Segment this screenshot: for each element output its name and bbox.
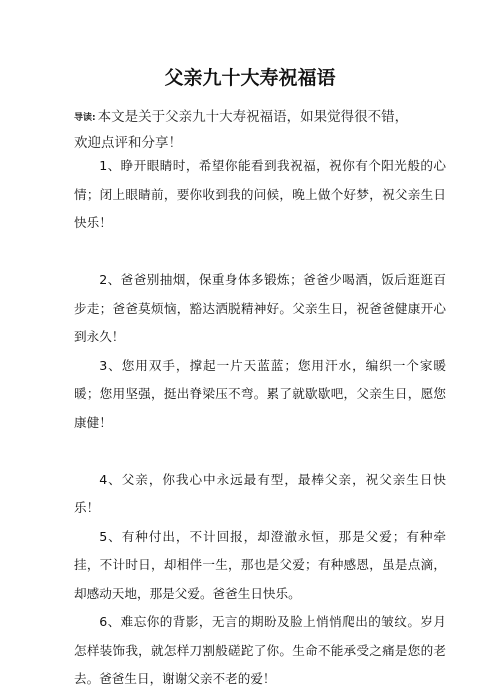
intro-block bbox=[74, 105, 474, 156]
paragraph-spacer bbox=[74, 437, 446, 466]
intro-label: 导读: bbox=[74, 113, 96, 123]
intro-line-1 bbox=[74, 105, 474, 131]
blessing-paragraph-4: 4、父亲，你我心中永远最有型，最棒父亲，祝父亲生日快乐！ bbox=[74, 471, 446, 515]
blessing-paragraph-2: 2、爸爸别抽烟，保重身体多锻炼；爸爸少喝酒，饭后逛逛百步走；爸爸莫烦恼，豁达洒脱精神好。父亲生日，祝爸爸健康开心到永久！ bbox=[74, 272, 446, 344]
intro-text-1: 本文是关于父亲九十大寿祝福语，如果觉得很不错， bbox=[97, 109, 409, 125]
page-title: 父亲九十大寿祝福语 bbox=[164, 67, 336, 89]
blessing-paragraph-5: 5、有种付出，不计回报，却澄澈永恒，那是父爱；有种牵挂，不计时日，却相伴一生，那也是父爱；有种感恩，虽是点滴，却感动天地，那是父爱。爸爸生日快乐。 bbox=[74, 528, 446, 601]
blessing-paragraph-3: 3、您用双手，撑起一片天蓝蓝；您用汗水，编织一个家暖暖；您用坚强，挺出脊梁压不弯。累了就歇歇吧，父亲生日，愿您康健！ bbox=[74, 357, 446, 430]
blessing-paragraph-1: 1、睁开眼睛时，希望你能看到我祝福，祝你有个阳光般的心情；闭上眼睛前，要你收到我的问候，晚上做个好梦，祝父亲生日快乐！ bbox=[74, 158, 446, 230]
blessing-paragraph-6: 6、难忘你的背影，无言的期盼及脸上悄悄爬出的皱纹。岁月怎样装饰我，就怎样刀割般磋跎了你。生命不能承受之痛是您的老去。爸爸生日，谢谢父亲不老的爱！ bbox=[74, 614, 446, 686]
intro-line-2: 欢迎点评和分享！ bbox=[74, 135, 182, 151]
blessing-list bbox=[74, 152, 446, 694]
paragraph-spacer bbox=[74, 238, 446, 267]
